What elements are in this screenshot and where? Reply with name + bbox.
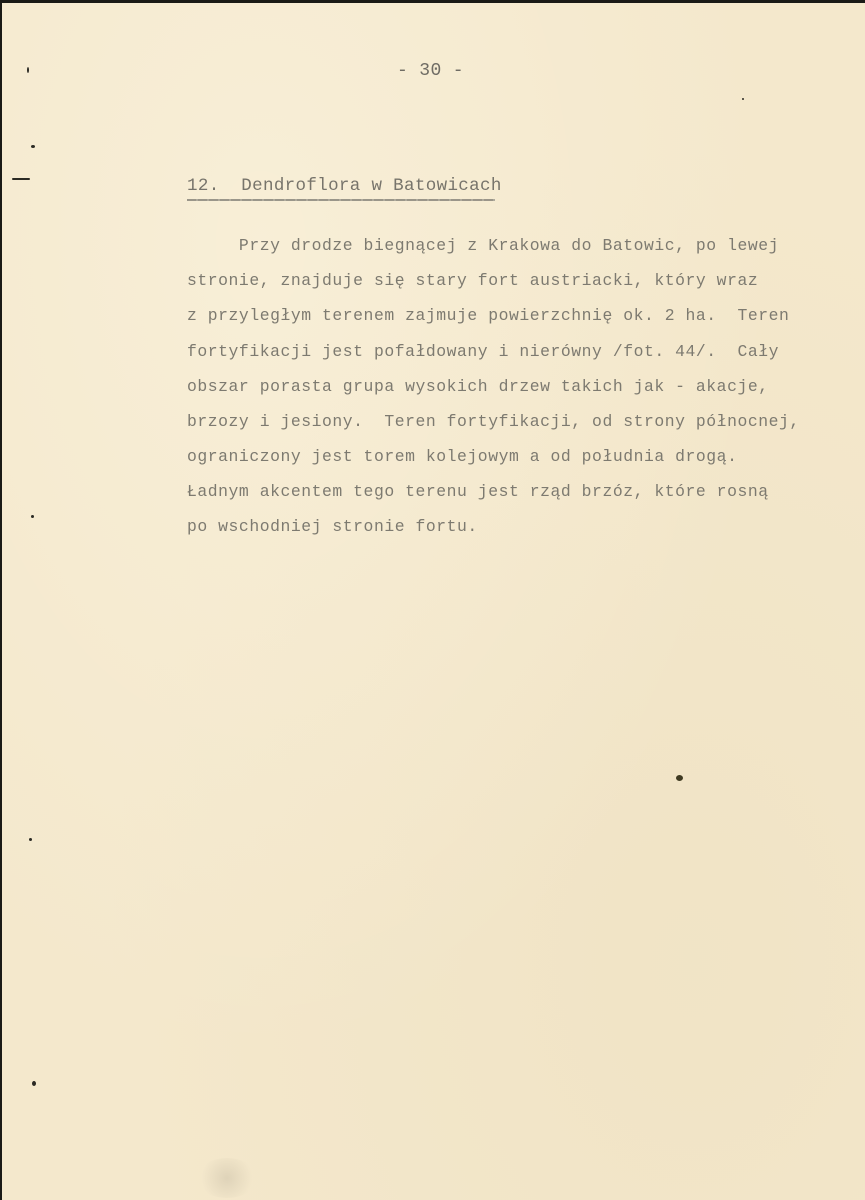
paragraph-line: z przyległym terenem zajmuje powierzchnię ok. 2 ha. Teren	[187, 306, 790, 325]
paragraph-line: po wschodniej stronie fortu.	[187, 517, 478, 536]
paragraph-line: Ładnym akcentem tego terenu jest rząd brzóz, które rosną	[187, 482, 769, 501]
scan-speck	[31, 145, 35, 148]
paragraph-line: obszar porasta grupa wysokich drzew takich jak - akacje,	[187, 377, 769, 396]
paragraph-line: fortyfikacji jest pofałdowany i nierówny /fot. 44/. Cały	[187, 342, 780, 361]
heading-underline	[187, 199, 495, 201]
scan-speck	[742, 98, 744, 100]
scan-speck	[12, 178, 30, 180]
section-heading: 12. Dendroflora w Batowicach	[187, 176, 502, 196]
scan-speck	[31, 515, 34, 518]
scan-speck	[29, 838, 32, 841]
paper-stain	[197, 1158, 257, 1198]
scan-speck	[32, 1081, 36, 1086]
scan-speck	[676, 775, 683, 781]
paragraph-line: stronie, znajduje się stary fort austriacki, który wraz	[187, 271, 759, 290]
page-number: - 30 -	[397, 61, 464, 81]
document-page	[2, 3, 865, 1200]
paragraph-line: Przy drodze biegnącej z Krakowa do Batowic, po lewej	[187, 236, 780, 255]
paragraph-line: brzozy i jesiony. Teren fortyfikacji, od strony północnej,	[187, 412, 800, 431]
paragraph-line: ograniczony jest torem kolejowym a od południa drogą.	[187, 447, 738, 466]
scan-speck	[27, 67, 29, 73]
